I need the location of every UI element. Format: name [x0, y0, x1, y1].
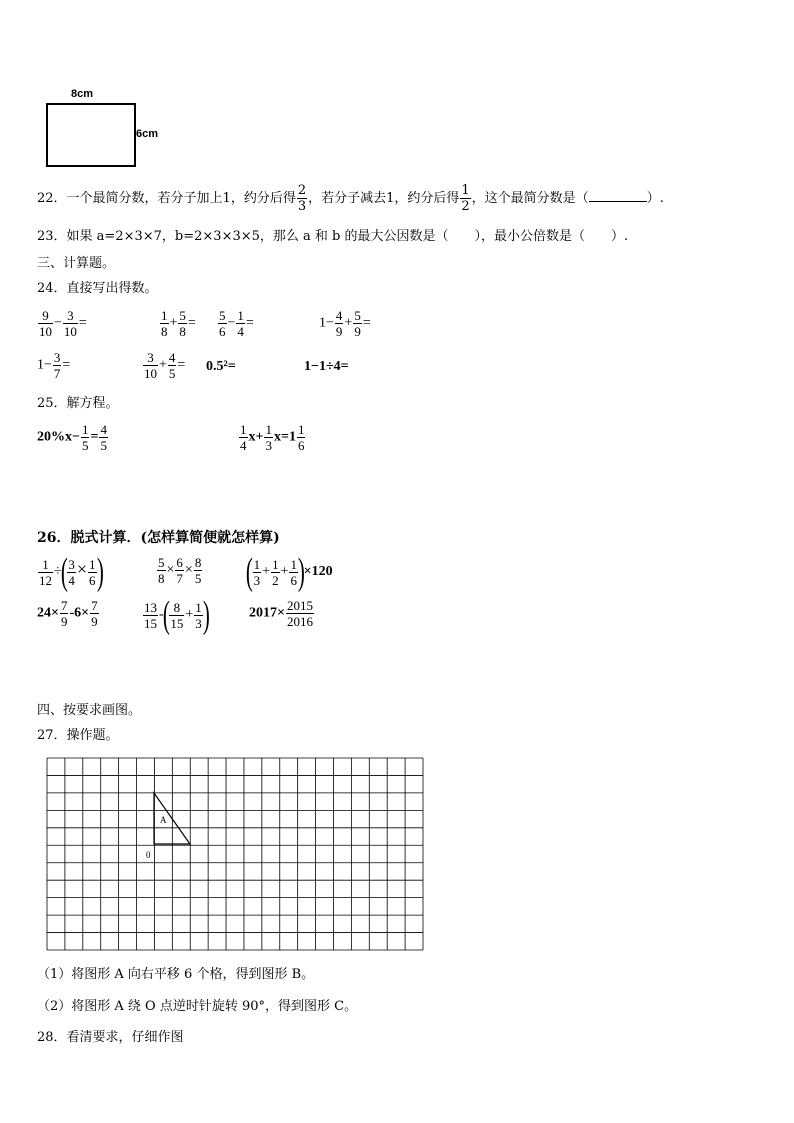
shape-a-label: A — [160, 815, 167, 825]
rect-side-label: 6cm — [136, 128, 159, 140]
question-23: 23．如果 a=2×3×7，b=2×3×3×5，那么 a 和 b 的最大公因数是（ ），最小公倍数是（ ）. — [37, 229, 629, 244]
section-heading-3: 三、计算题。 — [37, 256, 116, 271]
calc-24-8: 1−1÷4= — [304, 359, 349, 374]
calc-26-1: $\frac{1}{12}$ ÷( $\frac{3}{4}$ × $\frac{1}{6}$ ) — [39, 551, 104, 593]
question-27-title: 27．操作题。 — [37, 728, 119, 743]
equation-25-1: 20%x− $\frac{1}{5}$ = $\frac{4}{5}$ — [37, 422, 107, 453]
calc-26-3: ( $\frac{1}{3}$ + $\frac{1}{2}$ + $\frac{1}{6}$ )×120 — [245, 551, 333, 593]
calc-24-7: 0.5²= — [206, 359, 236, 374]
task-27-2: （2）将图形 A 绕 O 点逆时针旋转 90°，得到图形 C。 — [37, 999, 358, 1014]
grid-figure — [46, 757, 424, 951]
question-24-title: 24．直接写出得数。 — [37, 281, 158, 296]
question-28: 28．看清要求，仔细作图 — [37, 1030, 184, 1045]
calc-24-2: $\frac{1}{8}$ + $\frac{5}{8}$ = — [161, 308, 196, 339]
calc-24-3: $\frac{5}{6}$ − $\frac{1}{4}$ = — [219, 308, 254, 339]
grid-lines — [47, 758, 423, 950]
calc-26-6: 2017× $\frac{2015}{2016}$ — [249, 598, 313, 629]
calc-26-2: $\frac{5}{8}$ × $\frac{6}{7}$ × $\frac{8}{5}$ — [158, 555, 202, 586]
rect-top-label: 8cm — [71, 88, 94, 100]
calc-24-1: $\frac{9}{10}$ − $\frac{3}{10}$ = — [39, 308, 87, 339]
answer-blank[interactable] — [589, 189, 647, 202]
task-27-1: （1）将图形 A 向右平移 6 个格，得到图形 B。 — [37, 967, 315, 982]
question-26-title: 26．脱式计算．(怎样算简便就怎样算) — [37, 530, 280, 546]
question-22: 22．一个最简分数，若分子加上1，约分后得 $\frac{2}{3}$ ，若分子减去1，约分后得 $\frac{1}{2}$ ，这个最简分数是（ ）. — [37, 183, 664, 214]
question-25-title: 25．解方程。 — [37, 396, 119, 411]
calc-24-4: 1− $\frac{4}{9}$ + $\frac{5}{9}$ = — [319, 308, 371, 339]
calc-24-5: 1− $\frac{3}{7}$ = — [37, 350, 71, 381]
equation-25-2: $\frac{1}{4}$ x+ $\frac{1}{3}$ x=1 $\frac{1}{6}$ — [240, 422, 305, 453]
fraction: $\frac{2}{3}$ — [297, 183, 307, 214]
fraction: $\frac{1}{2}$ — [461, 183, 470, 214]
point-o-label: 0 — [146, 850, 151, 860]
rectangle-figure — [46, 103, 136, 167]
calc-26-5: $\frac{13}{15}$ -( $\frac{8}{15}$ + $\frac{1}{3}$ ) — [144, 594, 210, 636]
section-heading-4: 四、按要求画图。 — [37, 703, 142, 718]
calc-24-6: $\frac{3}{10}$ + $\frac{4}{5}$ = — [144, 350, 186, 381]
calc-26-4: 24× $\frac{7}{9}$ -6× $\frac{7}{9}$ — [37, 598, 98, 629]
